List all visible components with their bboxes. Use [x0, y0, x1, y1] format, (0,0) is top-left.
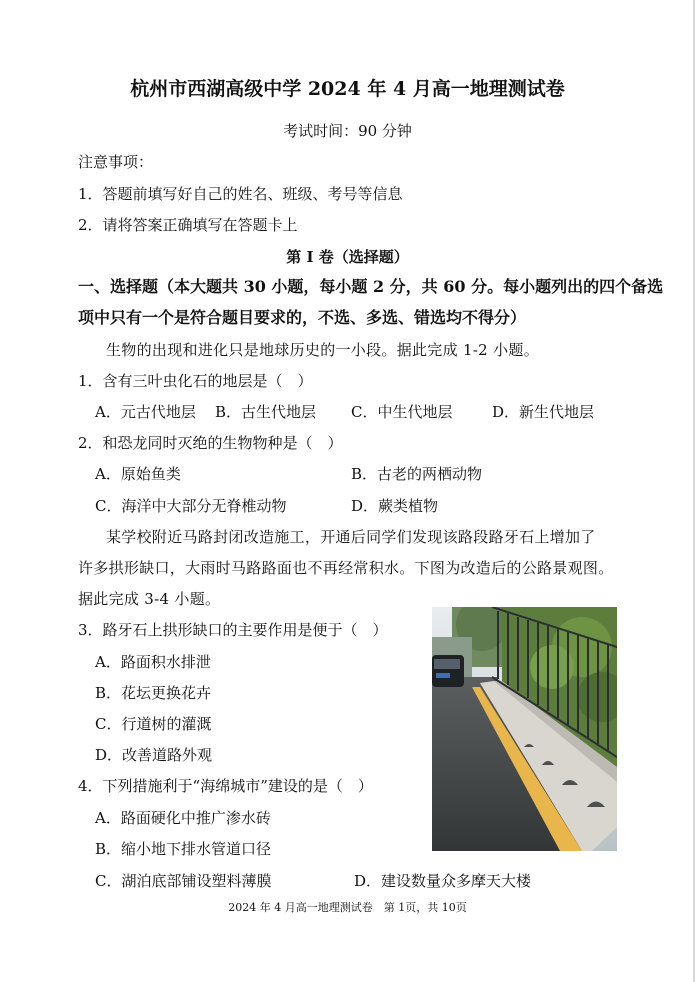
exam-time: 考试时间：90 分钟 [283, 122, 412, 140]
q2-option-c: C．海洋中大部分无脊椎动物 [95, 497, 287, 515]
passage-2-line2: 许多拱形缺口，大雨时马路路面也不再经常积水。下图为改造后的公路景观图。 [78, 559, 614, 577]
page-title: 杭州市西湖高级中学 2024 年 4 月高一地理测试卷 [130, 78, 565, 100]
passage-2-line3: 据此完成 3-4 小题。 [78, 590, 221, 608]
q2-option-b: B．古老的两栖动物 [351, 465, 483, 483]
q3-stem: 3．路牙石上拱形缺口的主要作用是便于（ ） [78, 621, 388, 639]
q4-option-b: B．缩小地下排水管道口径 [95, 840, 272, 858]
road-scene-photo [432, 607, 617, 851]
page-footer: 2024 年 4 月高一地理测试卷 第 1页，共 10页 [228, 901, 467, 914]
q3-option-b: B．花坛更换花卉 [95, 684, 212, 702]
q3-option-d: D．改善道路外观 [95, 746, 213, 764]
section-instructions-line2: 项中只有一个是符合题目要求的，不选、多选、错选均不得分） [78, 308, 527, 327]
q1-option-a: A．元古代地层 [95, 403, 196, 421]
q4-stem: 4．下列措施利于“海绵城市”建设的是（ ） [78, 777, 373, 795]
q1-stem: 1．含有三叶虫化石的地层是（ ） [78, 372, 313, 390]
q1-option-b: B．古生代地层 [215, 403, 317, 421]
notice-heading: 注意事项： [78, 153, 154, 171]
q2-option-d: D．蕨类植物 [351, 497, 439, 515]
section-instructions-line1: 一、选择题（本大题共 30 小题，每小题 2 分，共 60 分。每小题列出的四个备选 [78, 277, 664, 296]
part1-title: 第 I 卷（选择题） [286, 248, 409, 266]
q4-option-d: D．建设数量众多摩天大楼 [354, 872, 532, 890]
q1-option-c: C．中生代地层 [351, 403, 453, 421]
q2-option-a: A．原始鱼类 [95, 465, 181, 483]
notice-item-2: 2．请将答案正确填写在答题卡上 [78, 216, 298, 234]
q3-option-a: A．路面积水排泄 [95, 653, 211, 671]
q1-option-d: D．新生代地层 [492, 403, 595, 421]
q2-stem: 2．和恐龙同时灭绝的生物物种是（ ） [78, 434, 343, 452]
q3-option-c: C．行道树的灌溉 [95, 715, 212, 733]
q4-option-c: C．湖泊底部铺设塑料薄膜 [95, 872, 272, 890]
notice-item-1: 1．答题前填写好自己的姓名、班级、考号等信息 [78, 185, 403, 203]
passage-2-line1: 某学校附近马路封闭改造施工，开通后同学们发现该路段路牙石上增加了 [106, 528, 596, 546]
passage-1: 生物的出现和进化只是地球历史的一小段。据此完成 1-2 小题。 [106, 341, 539, 359]
q4-option-a: A．路面硬化中推广渗水砖 [95, 809, 271, 827]
